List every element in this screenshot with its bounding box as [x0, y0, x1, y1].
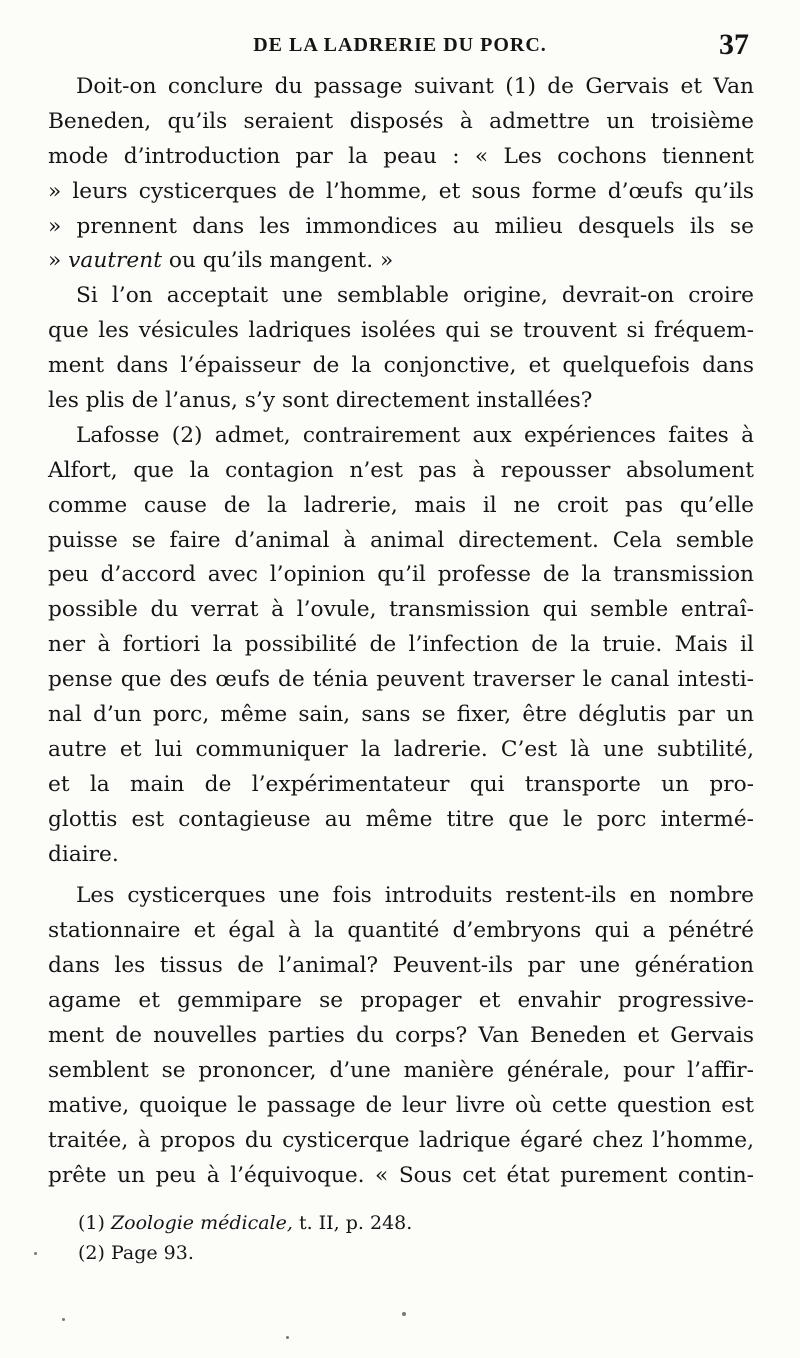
footnote-title: Zoologie médicale, — [110, 1212, 293, 1234]
text-line: que les vésicules ladriques isolées qui se trouvent si fréquem- — [48, 318, 754, 344]
text-line: Beneden, qu’ils seraient disposés à admettre un troisième — [48, 108, 754, 134]
footnote-detail: t. II, p. 248. — [292, 1212, 413, 1234]
body-text — [48, 70, 754, 1194]
text-line: pense que des œufs de ténia peuvent traverser le canal intesti- — [48, 667, 754, 693]
text-line: Les cysticerques une fois introduits restent-ils en nombre — [76, 883, 754, 909]
text-line: semblent se prononcer, d’une manière générale, pour l’affir- — [48, 1057, 754, 1083]
text-line: glottis est contagieuse au même titre que le porc intermé- — [48, 806, 754, 832]
text-line: diaire. — [48, 841, 119, 867]
text-line: et la main de l’expérimentateur qui transporte un pro- — [48, 771, 754, 797]
text-line: traitée, à propos du cysticerque ladrique égaré chez l’homme, — [48, 1127, 754, 1153]
text-line — [48, 244, 754, 279]
footnotes — [78, 1208, 758, 1268]
text-line: agame et gemmipare se propager et envahir progressive- — [48, 988, 754, 1014]
print-speck — [286, 1336, 289, 1339]
page-number: 37 — [719, 28, 749, 61]
text-line: Alfort, que la contagion n’est pas à repousser absolument — [48, 457, 754, 483]
print-speck — [402, 1312, 406, 1316]
text-line: » prennent dans les immondices au milieu desquels ils se — [48, 213, 754, 239]
text-line: possible du verrat à l’ovule, transmission qui semble entraî- — [48, 597, 754, 623]
text-fragment: ou qu’ils mangent. » — [161, 248, 394, 274]
text-line: ner à fortiori la possibilité de l’infection de la truie. Mais il — [48, 632, 754, 658]
text-line: » leurs cysticerques de l’homme, et sous forme d’œufs qu’ils — [48, 178, 754, 204]
footnote-marker: (1) — [78, 1212, 105, 1234]
text-line: nal d’un porc, même sain, sans se fixer, être déglutis par un — [48, 702, 754, 728]
print-speck — [34, 1252, 37, 1255]
print-speck — [62, 1318, 65, 1321]
italic-word: vautrent — [68, 248, 162, 274]
quote-mark: » — [48, 248, 69, 274]
footnote-1 — [78, 1208, 758, 1238]
text-line: Lafosse (2) admet, contrairement aux expériences faites à — [76, 422, 754, 448]
text-line: puisse se faire d’animal à animal directement. Cela semble — [48, 527, 754, 553]
text-line: Si l’on acceptait une semblable origine, devrait-on croire — [76, 283, 754, 309]
text-line: autre et lui communiquer la ladrerie. C’est là une subtilité, — [48, 736, 754, 762]
text-line: dans les tissus de l’animal? Peuvent-ils par une génération — [48, 953, 754, 979]
text-line: peu d’accord avec l’opinion qu’il professe de la transmission — [48, 562, 754, 588]
text-line: les plis de l’anus, s’y sont directement installées? — [48, 388, 593, 414]
text-line: mode d’introduction par la peau : « Les cochons tiennent — [48, 143, 754, 169]
text-line: stationnaire et égal à la quantité d’embryons qui a pénétré — [48, 918, 754, 944]
running-title: DE LA LADRERIE DU PORC. — [253, 34, 547, 56]
text-line: mative, quoique le passage de leur livre où cette question est — [48, 1092, 754, 1118]
text-line: comme cause de la ladrerie, mais il ne croit pas qu’elle — [48, 492, 754, 518]
text-line: Doit-on conclure du passage suivant (1) de Gervais et Van — [76, 74, 754, 99]
text-line: prête un peu à l’équivoque. « Sous cet état purement contin- — [48, 1162, 754, 1188]
footnote-2: (2) Page 93. — [78, 1242, 194, 1264]
text-line: ment dans l’épaisseur de la conjonctive, et quelquefois dans — [48, 353, 754, 379]
text-line: ment de nouvelles parties du corps? Van Beneden et Gervais — [48, 1023, 754, 1049]
